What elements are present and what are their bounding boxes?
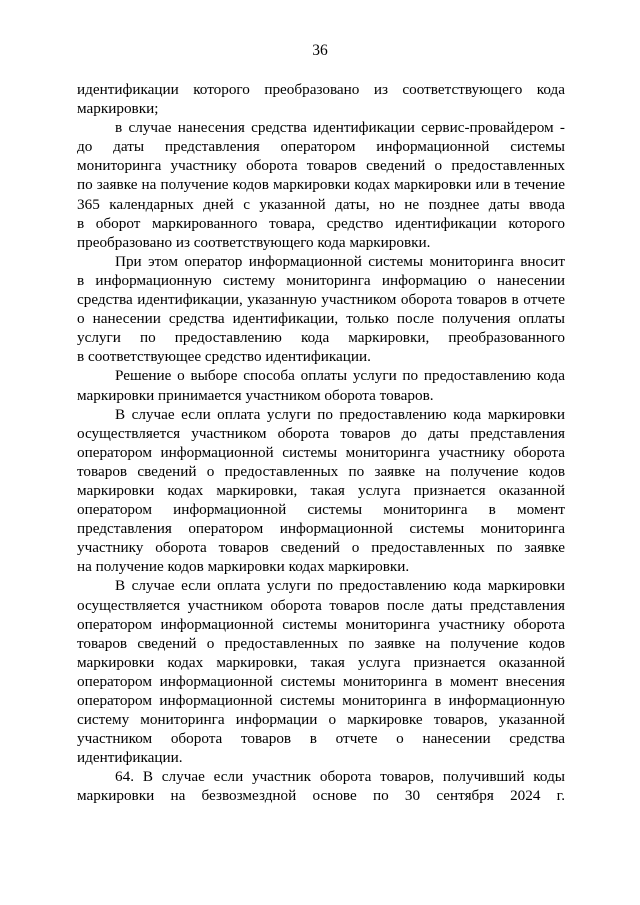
text-line: в соответствующее средство идентификации. [77,348,371,366]
paragraph [77,80,565,118]
page-number: 36 [312,42,328,59]
text-line: оператором информационной системы мониторинга в информационную [77,692,565,709]
text-line: При этом оператор информационной системы мониторинга вносит [115,252,565,270]
text-line: товаров сведений о предоставленных по заявке на получение кодов [77,634,565,652]
text-line: оператором информационной системы мониторинга в момент внесения [77,672,565,690]
text-line: 64. В случае если участник оборота товаров, получивший коды [115,768,565,786]
paragraph [77,576,565,767]
text-line: осуществляется участником оборота товаров после даты представления [77,596,565,614]
text-line: средства идентификации, указанную участником оборота товаров в отчете [77,291,565,309]
text-line: В случае если оплата услуги по предоставлению кода маркировки [115,577,565,595]
paragraph [77,405,565,577]
paragraph [77,366,565,404]
text-line: маркировки на безвозмездной основе по 30 сентября 2024 г. [77,787,565,805]
text-line: маркировки кодах маркировки, такая услуга признается оказанной [77,481,565,499]
text-line: представления оператором информационной системы мониторинга [77,520,565,538]
document-body [77,80,565,806]
text-line: В случае если оплата услуги по предоставлению кода маркировки [115,405,565,423]
text-line: по заявке на получение кодов маркировки кодах маркировки или в течение [77,176,565,194]
text-line: оператором информационной системы мониторинга участнику оборота [77,443,565,461]
text-line: в случае нанесения средства идентификации сервис-провайдером - [115,119,565,137]
text-line: в информационную систему мониторинга информацию о нанесении [77,271,565,289]
text-line: маркировки принимается участником оборота товаров. [77,386,434,404]
text-line: в оборот маркированного товара, средство идентификации которого [77,214,565,232]
text-line: оператором информационной системы мониторинга в момент [77,501,565,519]
text-line: услуги по предоставлению кода маркировки, преобразованного [77,329,565,347]
text-line: преобразовано из соответствующего кода маркировки. [77,233,431,251]
text-line: 365 календарных дней с указанной даты, но не позднее даты ввода [77,195,565,213]
text-line: маркировки; [77,100,159,118]
text-line: оператором информационной системы мониторинга участнику оборота [77,615,565,633]
text-line: мониторинга участнику оборота товаров сведений о предоставленных [77,157,565,175]
text-line: о нанесении средства идентификации, только после получения оплаты [77,310,565,328]
paragraph [77,767,565,805]
text-line: систему мониторинга информации о маркировке товаров, указанной [77,711,565,729]
text-line: маркировки кодах маркировки, такая услуга признается оказанной [77,653,565,671]
text-line: Решение о выборе способа оплаты услуги по предоставлению кода [115,367,565,385]
text-line: идентификации которого преобразовано из соответствующего кода [77,81,565,98]
text-line: участнику оборота товаров сведений о предоставленных по заявке [77,539,565,557]
text-line: осуществляется участником оборота товаров до даты представления [77,424,565,442]
text-line: на получение кодов маркировки кодах маркировки. [77,558,410,576]
text-line: товаров сведений о предоставленных по заявке на получение кодов [77,462,565,480]
paragraph [77,252,565,367]
paragraph [77,118,565,252]
text-line: до даты представления оператором информационной системы [77,138,565,156]
text-line: идентификации. [77,749,183,767]
text-line: участником оборота товаров в отчете о нанесении средства [77,730,565,748]
